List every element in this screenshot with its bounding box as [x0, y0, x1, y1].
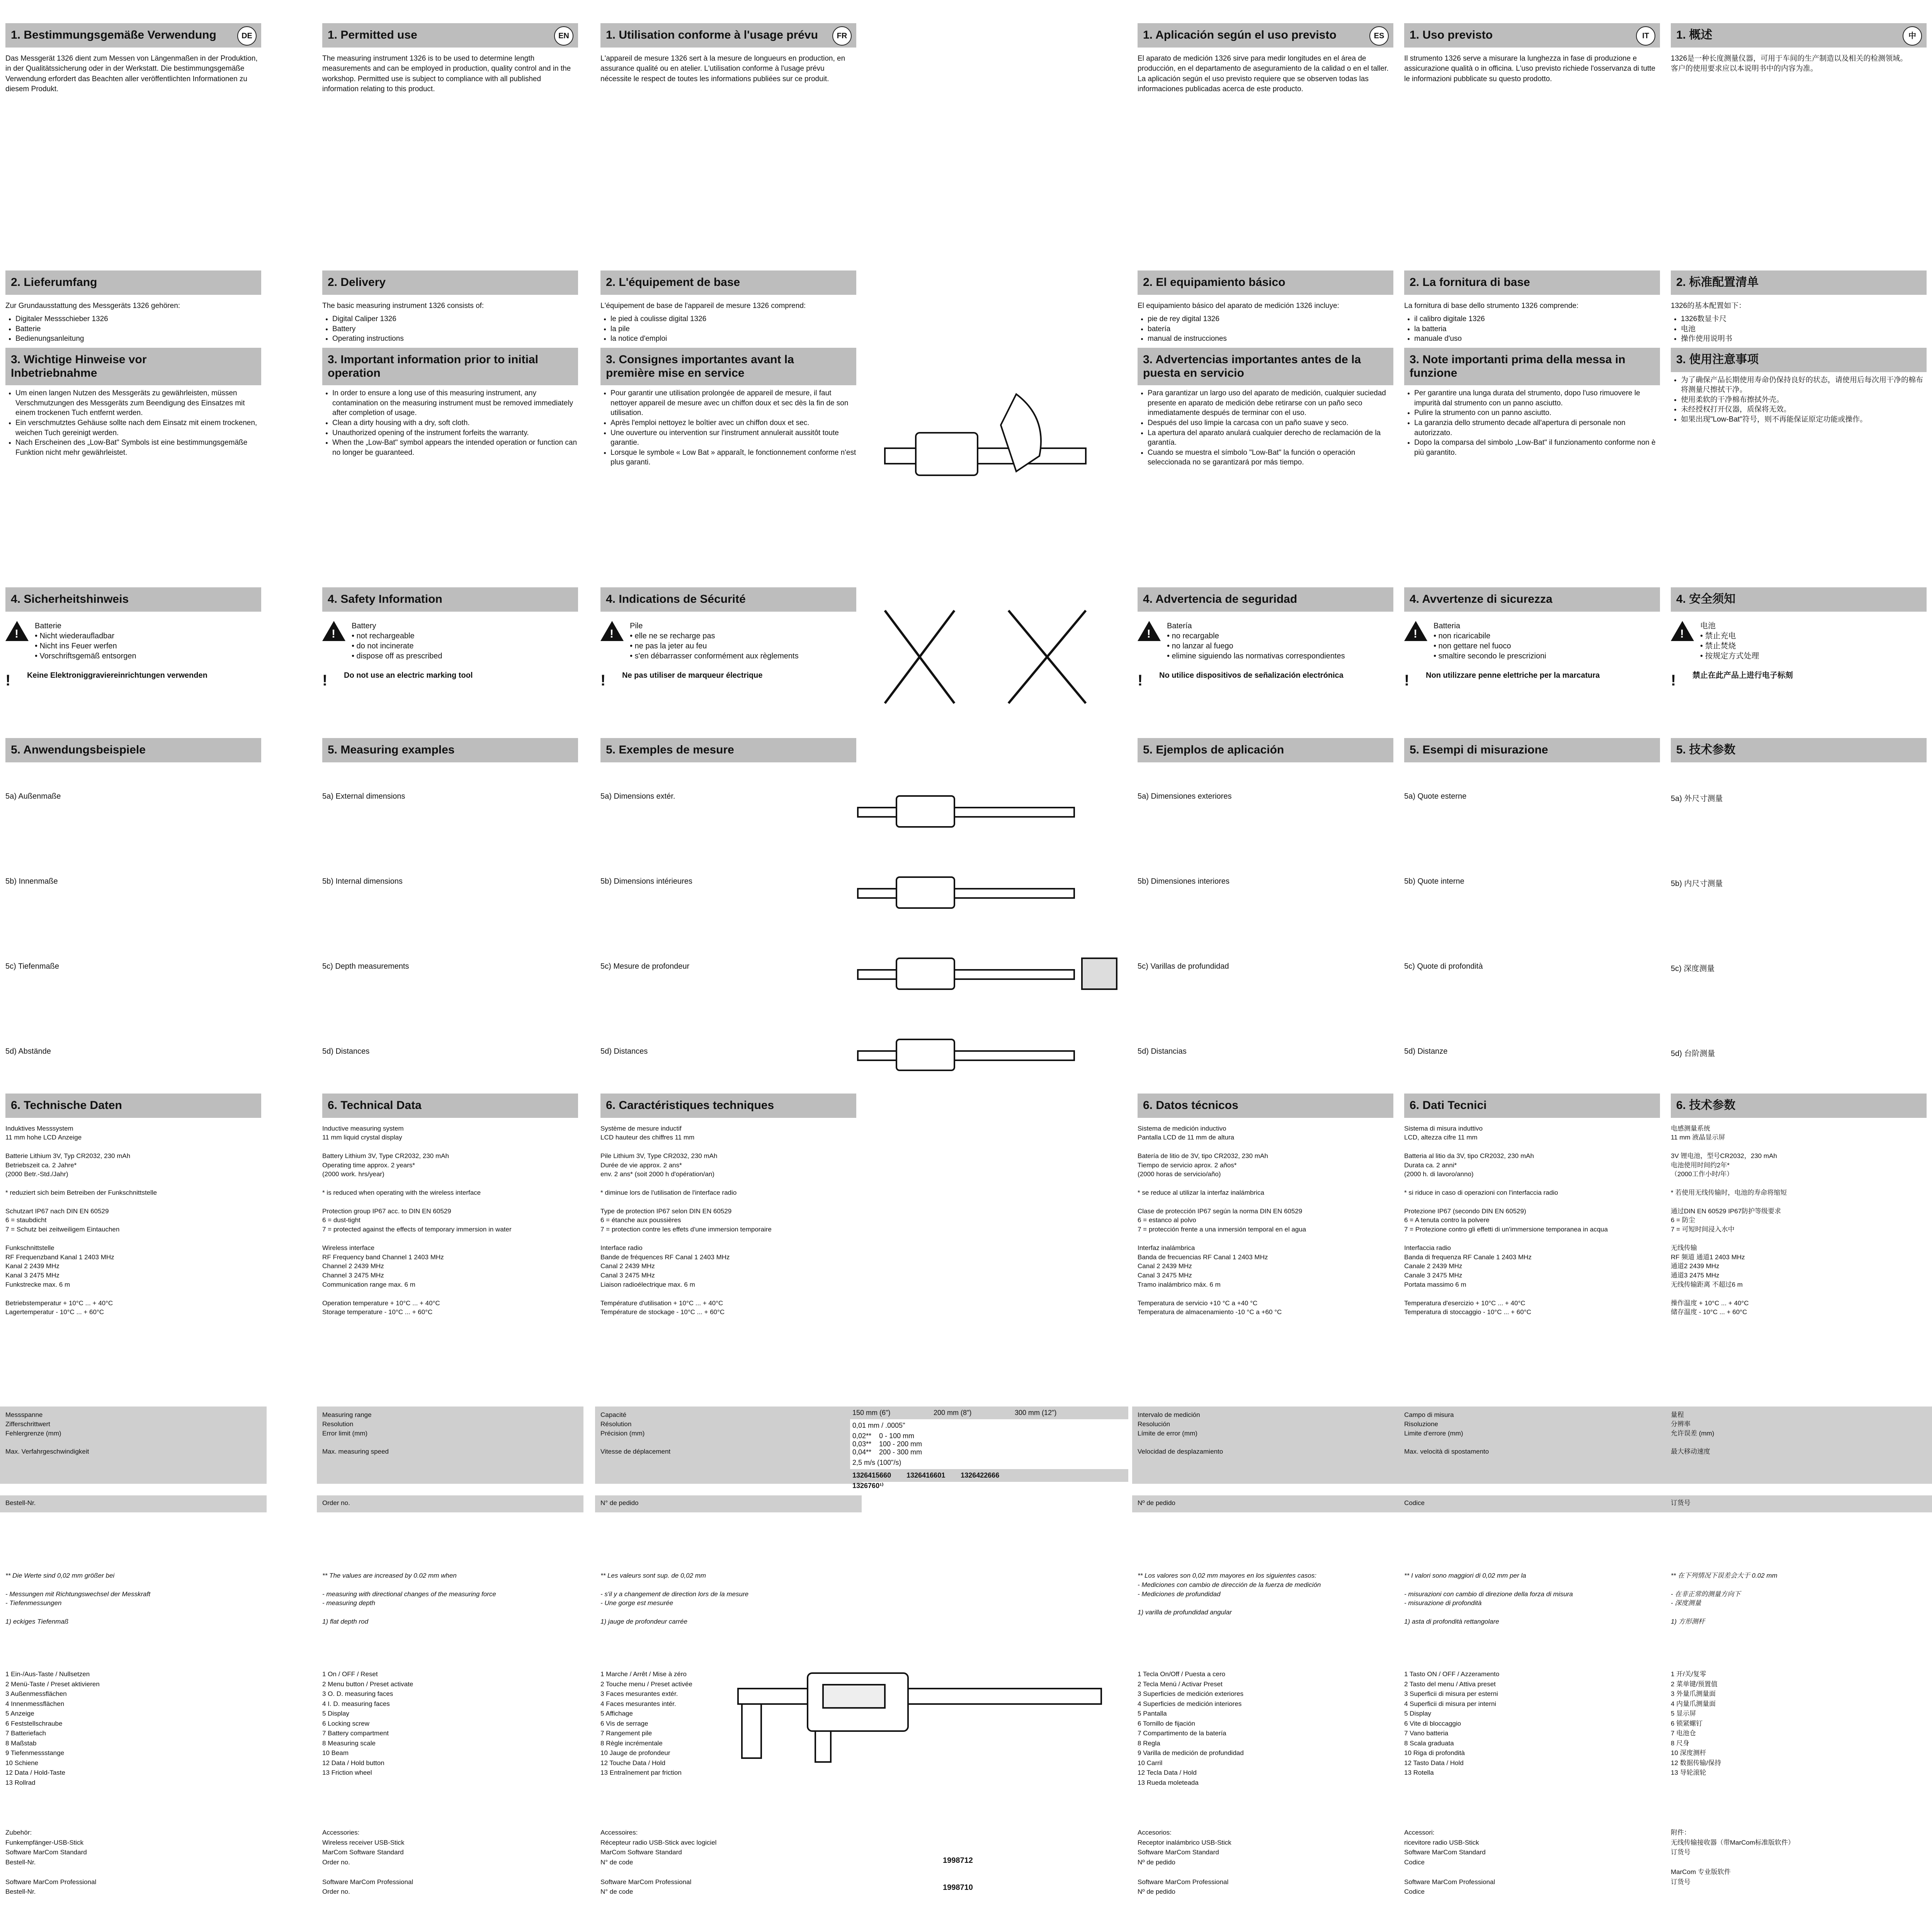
accessories: Accessoires: Récepteur radio USB-Stick avec logiciel MarCom Software Standard N° de code Software MarCom Professional N° de code: [600, 1829, 717, 1895]
measuring-example: 5c) Tiefenmaße: [5, 962, 59, 971]
measuring-example: 5a) Dimensiones exteriores: [1138, 792, 1232, 801]
measuring-example: 5b) 内尺寸测量: [1671, 879, 1723, 888]
resolution-value: 0,01 mm / .0005": [850, 1419, 1128, 1432]
section-6-header: 6. Technische Daten: [5, 1094, 261, 1118]
technical-data: Sistema di misura induttivo LCD, altezza cifre 11 mm Batteria al litio da 3V, tipo CR2032, 230 mAh Durata ca. 2 anni* (2000 h. di lavoro/anno) * si riduce in caso di operazioni con l'interfaccia radio Protezione IP67 (secondo DIN EN 60529) 6 = A tenuta contro la polvere 7 = Protezione contro gli effetti di un'immersione temporanea in acqua Interfaccia radio Banda di frequenza RF Canale 1 2403 MHz Canale 2 2439 MHz Canale 3 2475 MHz Portata massimo 6 m Temperatura d'esercizio + 10°C ... + 40°C Temperatura di stoccaggio - 10°C ... + 60°C: [1404, 1124, 1608, 1316]
accessories: Accessori: ricevitore radio USB-Stick Software MarCom Standard Codice Software MarCom Professional Codice: [1404, 1829, 1495, 1895]
warning-icon: [1671, 621, 1694, 641]
intended-use-text: The measuring instrument 1326 is to be used to determine length measurements and can be employed in production, quality control and in the workshop. Permitted use is subject to compliance with all published information relating to this product.: [322, 54, 571, 94]
spec-table: 150 mm (6") 200 mm (8") 300 mm (12") 0,01 mm / .0005" 0,02** 0 - 100 mm 0,03** 100 - 200 mm 0,04** 200 - 300 mm 2,5 m/s (100"/s) 1326415660 1326416601 1326422666 1326760¹⁾: [850, 1406, 1128, 1515]
section-5-header: 5. Ejemplos de aplicación: [1138, 738, 1393, 762]
range-150: 150 mm (6"): [852, 1409, 891, 1417]
accessory-order-nos: 1998712 1998710: [943, 1856, 973, 1892]
parts-list: 1 On / OFF / Reset 2 Menu button / Preset activate 3 O. D. measuring faces 4 I. D. measuring faces 5 Display 6 Locking screw 7 Battery compartment 8 Measuring scale 10 Beam 12 Data / Hold button 13 Friction wheel: [322, 1670, 413, 1776]
column-IT: 1. Uso previsto IT Il strumento 1326 serve a misurare la lunghezza in fase di produzione e assicurazione qualità o in officina. L'uso previsto richiede l'osservanza di tutte le informazioni pubblicate su questo prodotto. 2. La fornitura di base La fornitura di base dello strumento 1326 comprende: • il calibro digitale 1326 • la batteria • manuale d'uso 3. Note importanti prima della messa in funzione • Per garantire una lunga durata del strumento, dopo l'uso rimuovere le impurità dal strumento con un panno asciutto. • Pulire la strumento con un panno asciutto. • La garanzia dello strumento decade all'apertura di personale non autorizzato. • Dopo la comparsa del simbolo „Low-Bat" il funzionamento conforme non è più garantito. 4. Avvertenze di sicurezza ! Batteria • non ricaricabile • non gettare nel fuoco • smaltire secondo le prescrizioni ! Non utilizzare penne elettriche per la marcatura 5. Esempi di misurazione 5a) Quote esterne 5b) Quote interne 5c) Quote di profondità 5d) Distanze 6. Dati Tecnici Sistema di misura induttivo LCD, altezza cifre 11 mm Batteria al litio da 3V, tipo CR2032, 230 mAh Durata ca. 2 anni* (2000 h. di lavoro/anno) * si riduce in caso di operazioni con l'interfaccia radio Protezione IP67 (secondo DIN EN 60529) 6 = A tenuta contro la polvere 7 = Protezione contro gli effetti di un'immersione temporanea in acqua Interfaccia radio Banda di frequenza RF Canale 1 2403 MHz Canale 2 2439 MHz Canale 3 2475 MHz Portata massimo 6 m Temperatura d'esercizio + 10°C ... + 40°C Temperatura di stoccaggio - 10°C ... + 60°C Campo di misura Risoluzione Limite d'errore (mm) Max. velocità di spostamento Codice ** I valori sono maggiori di 0,02 mm per la - misurazioni con cambio di direzione della forza di misura - misurazione di profondità 1) asta di profondità rettangolare 1 Tasto ON / OFF / Azzeramento 2 Tasto del menu / Attiva preset 3 Superficii di misura per esterni 4 Superficii di misura per interni 5 Display 6 Vite di bloccaggio 7 Vano batteria 8 Scala graduata 10 Riga di profondità 12 Tasto Data / Hold 13 Rotella Accessori: ricevitore radio USB-Stick Software MarCom Standard Codice Software MarCom Professional Codice: [1399, 0, 1665, 1932]
note-item: • 未经授权打开仪器，质保将无效。: [1681, 405, 1927, 415]
section-4-header: 4. Indications de Sécurité: [600, 587, 856, 612]
note-item: • La garanzia dello strumento decade all'apertura di personale non autorizzato.: [1414, 418, 1660, 438]
measuring-example: 5b) Quote interne: [1404, 877, 1464, 886]
measuring-example: 5a) Quote esterne: [1404, 792, 1467, 801]
section-3-header: 3. Important information prior to initial operation: [322, 348, 578, 385]
accessories: Accesorios: Receptor inalámbrico USB-Stick Software MarCom Standard Nº de pedido Software MarCom Professional Nº de pedido: [1138, 1829, 1231, 1895]
section-1-header: 1. Aplicación según el uso previsto ES: [1138, 23, 1393, 48]
column-ES: 1. Aplicación según el uso previsto ES El aparato de medición 1326 sirve para medir longitudes en el área de producción, en el departamento de aseguramiento de la calidad o en el taller. La aplicación según el uso previsto requiere que se observen todas las informaciones publicadas acerca de este producto. 2. El equipamiento básico El equipamiento básico del aparato de medición 1326 incluye: • pie de rey digital 1326 • batería • manual de instrucciones 3. Advertencias importantes antes de la puesta en servicio • Para garantizar un largo uso del aparato de medición, cualquier suciedad presente en aparato de medición debe retirarse con un paño seco inmediatamente después de terminar con el uso. • Después del uso limpie la carcasa con un paño suave y seco. • La apertura del aparato anulará cualquier derecho de reclamación de la garantía. • Cuando se muestra el símbolo "Low-Bat" la función o operación seleccionada no se garantizará por más tiempo. 4. Advertencia de seguridad ! Batería • no recargable • no lanzar al fuego • elimine siguiendo las normativas correspondientes ! No utilice dispositivos de señalización electrónica 5. Ejemplos de aplicación 5a) Dimensiones exteriores 5b) Dimensiones interiores 5c) Varillas de profundidad 5d) Distancias 6. Datos técnicos Sistema de medición inductivo Pantalla LCD de 11 mm de altura Batería de litio de 3V, tipo CR2032, 230 mAh Tiempo de servicio aprox. 2 años* (2000 horas de servicio/año) * se reduce al utilizar la interfaz inalámbrica Clase de protección IP67 según la norma DIN EN 60529 6 = estanco al polvo 7 = protección frente a una inmersión temporal en el agua Interfaz inalámbrica Banda de frecuencias RF Canal 1 2403 MHz Canal 2 2439 MHz Canal 3 2475 MHz Tramo inalámbrico máx. 6 m Temperatura de servicio +10 °C a +40 °C Temperatura de almacenamiento -10 °C a +60 °C Intervalo de medición Resolución Límite de error (mm) Velocidad de desplazamiento Nº de pedido ** Los valores son 0,02 mm mayores en los siguientes casos: - Mediciones con cambio de dirección de la fuerza de medición - Mediciones de profundidad 1) varilla de profundidad angular 1 Tecla On/Off / Puesta a cero 2 Tecla Menú / Activar Preset 3 Superficies de medición exteriores 4 Superficies de medición interiores 5 Pantalla 6 Tornillo de fijación 7 Compartimento de la batería 8 Regla 9 Varilla de medición de profundidad 10 Carril 12 Tecla Data / Hold 13 Rueda moleteada Accesorios: Receptor inalámbrico USB-Stick Software MarCom Standard Nº de pedido Software MarCom Professional Nº de pedido: [1132, 0, 1399, 1932]
delivery-item: • la pile: [611, 324, 856, 334]
delivery-item: • Operating instructions: [332, 334, 578, 344]
section-3-header: 3. Note importanti prima della messa in funzione: [1404, 348, 1660, 385]
footnote: ** I valori sono maggiori di 0,02 mm per la - misurazioni con cambio di direzione della forza di misura - misurazione di profondità 1) asta di profondità rettangolare: [1404, 1572, 1573, 1625]
delivery-item: • le pied à coulisse digital 1326: [611, 314, 856, 324]
exclamation-icon: !: [5, 672, 11, 689]
section-3-header: 3. Consignes importantes avant la première mise en service: [600, 348, 856, 385]
note-item: • La apertura del aparato anulará cualquier derecho de reclamación de la garantía.: [1148, 428, 1393, 448]
section-5-header: 5. Exemples de mesure: [600, 738, 856, 762]
delivery-item: • pie de rey digital 1326: [1148, 314, 1393, 324]
section-3-header: 3. Advertencias importantes antes de la puesta en servicio: [1138, 348, 1393, 385]
intended-use-text: L'appareil de mesure 1326 sert à la mesure de longueurs en production, en assurance qualité ou en atelier. L'utilisation conforme à l'usage prévu nécessite le respect de toutes les informations publiées sur ce produit.: [600, 54, 845, 83]
spec-labels: Messspanne Zifferschrittwert Fehlergrenze (mm) Max. Verfahrgeschwindigkeit: [5, 1411, 89, 1456]
note-item: • Per garantire una lunga durata del strumento, dopo l'uso rimuovere le impurità dal strumento con un panno asciutto.: [1414, 388, 1660, 408]
section-1-header: 1. Permitted use EN: [322, 23, 578, 48]
measuring-example: 5c) Depth measurements: [322, 962, 409, 971]
order-label: Bestell-Nr.: [5, 1499, 36, 1507]
section-5-header: 5. Esempi di misurazione: [1404, 738, 1660, 762]
section-6-header: 6. Datos técnicos: [1138, 1094, 1393, 1118]
spec-labels: Intervalo de medición Resolución Límite de error (mm) Velocidad de desplazamiento: [1138, 1411, 1223, 1456]
intended-use-text: El aparato de medición 1326 sirve para medir longitudes en el área de producción, en el departamento de aseguramiento de la calidad o en el taller. La aplicación según el uso previsto requiere que se observen todas las informaciones publicadas acerca de este producto.: [1138, 54, 1389, 94]
delivery-item: • la notice d'emploi: [611, 334, 856, 344]
order-label: Nº de pedido: [1138, 1499, 1175, 1507]
section-4-header: 4. Sicherheitshinweis: [5, 587, 261, 612]
spec-labels: Measuring range Resolution Error limit (mm) Max. measuring speed: [322, 1411, 389, 1456]
footnote: ** The values are increased by 0.02 mm when - measuring with directional changes of the measuring force - measuring depth 1) flat depth rod: [322, 1572, 496, 1625]
exclamation-icon: !: [1404, 672, 1410, 689]
note-item: • Dopo la comparsa del simbolo „Low-Bat" il funzionamento conforme non è più garantito.: [1414, 438, 1660, 457]
section-2-header: 2. Delivery: [322, 270, 578, 295]
delivery-item: • batería: [1148, 324, 1393, 334]
accessories: Zubehör: Funkempfänger-USB-Stick Software MarCom Standard Bestell-Nr. Software MarCom Professional Bestell-Nr.: [5, 1829, 97, 1895]
technical-data: 电感测量系统 11 mm 液晶显示屏 3V 锂电池，型号CR2032，230 mAh 电池使用时间约2年* （2000工作小时/年） * 若使用无线传输时，电池的寿命将缩短 通过DIN EN 60529 IP67防护等级要求 6 = 防尘 7 = 可短时间浸入水中 无线传输 RF 频道 通道1 2403 MHz 通道2 2439 MHz 通道3 2475 MHz 无线传输距离 不超过6 m 操作温度 + 10°C ... + 40°C 储存温度 - 10°C ... + 60°C: [1671, 1124, 1787, 1316]
speed-value: 2,5 m/s (100"/s): [850, 1456, 1128, 1469]
intended-use-text: 1326是一种长度测量仪器，可用于车间的生产制造以及相关的检测领域。 客户的使用要求应以本说明书中的内容为准。: [1671, 54, 1908, 73]
delivery-item: • 操作使用说明书: [1681, 334, 1927, 344]
spec-labels: Capacité Résolution Précision (mm) Vitesse de déplacement: [600, 1411, 671, 1456]
section-5-header: 5. 技术参数: [1671, 738, 1927, 762]
measuring-example: 5b) Dimensions intérieures: [600, 877, 692, 886]
note-item: • Cuando se muestra el símbolo "Low-Bat" la función o operación seleccionada no se garantizará por más tiempo.: [1148, 448, 1393, 468]
note-item: • 如果出现"Low-Bat"符号，则不再能保证原定功能或操作。: [1681, 415, 1927, 425]
section-5-header: 5. Anwendungsbeispiele: [5, 738, 261, 762]
warning-icon: [322, 621, 345, 641]
intended-use-text: Das Messgerät 1326 dient zum Messen von Längenmaßen in der Produktion, in der Qualitätssicherung oder in der Werkstatt. Die bestimmungsgemäße Verwendung erfordert das Beachten aller veröffentlichten Informationen zu diesem Produkt.: [5, 54, 258, 94]
section-2-header: 2. La fornitura di base: [1404, 270, 1660, 295]
measuring-example: 5a) Außenmaße: [5, 792, 61, 801]
caliper-cleaning-illustration: [869, 386, 1101, 587]
order-label: 订货号: [1671, 1499, 1690, 1507]
order-200: 1326416601: [906, 1471, 946, 1479]
footnote: ** Les valeurs sont sup. de 0,02 mm - s'il y a changement de direction lors de la mesure - Une gorge est mesurée 1) jauge de profondeur carrée: [600, 1572, 749, 1625]
footnote: ** 在下列情况下误差会大于 0.02 mm - 在非正常的测量方向下 - 深度测量 1) 方形测杆: [1671, 1572, 1777, 1625]
measuring-example: 5b) Dimensiones interiores: [1138, 877, 1230, 886]
measuring-example: 5d) Distances: [600, 1047, 648, 1056]
note-item: • Pulire la strumento con un panno asciutto.: [1414, 408, 1660, 418]
section-3-header: 3. 使用注意事项: [1671, 348, 1927, 372]
order-150: 1326415660: [852, 1471, 891, 1479]
note-item: • Um einen langen Nutzen des Messgeräts zu gewährleisten, müssen Verschmutzungen des Messgeräts zum Beendigung des Einsatzes mit einem trockenen Tuch entfernt werden.: [15, 388, 261, 418]
measuring-example: 5a) Dimensions extér.: [600, 792, 675, 801]
technical-data: Système de mesure inductif LCD hauteur des chiffres 11 mm Pile Lithium 3V, Type CR2032, 230 mAh Durée de vie approx. 2 ans* env. 2 ans* (soit 2000 h d'opération/an) * diminue lors de l'utilisation de l'interface radio Type de protection IP67 selon DIN EN 60529 6 = étanche aux poussières 7 = protection contre les effets d'une immersion temporaire Interface radio Bande de fréquences RF Canal 1 2403 MHz Canal 2 2439 MHz Canal 3 2475 MHz Liaison radioélectrique max. 6 m Température d'utilisation + 10°C ... + 40°C Température de stockage - 10°C ... + 60°C: [600, 1124, 772, 1316]
exclamation-icon: !: [600, 672, 606, 689]
column-EN: 1. Permitted use EN The measuring instrument 1326 is to be used to determine length measurements and can be employed in production, quality control and in the workshop. Permitted use is subject to compliance with all published information relating to this product. 2. Delivery The basic measuring instrument 1326 consists of: • Digital Caliper 1326 • Battery • Operating instructions 3. Important information prior to initial operation • In order to ensure a long use of this measuring instrument, any contamination on the measuring instrument must be removed immediately after completion of usage. • Clean a dirty housing with a dry, soft cloth. • Unauthorized opening of the instrument forfeits the warranty. • When the „Low-Bat" symbol appears the intended operation or function can no longer be guaranteed. 4. Safety Information ! Battery • not rechargeable • do not incinerate • dispose off as prescribed ! Do not use an electric marking tool 5. Measuring examples 5a) External dimensions 5b) Internal dimensions 5c) Depth measurements 5d) Distances 6. Technical Data Inductive measuring system 11 mm liquid crystal display Battery Lithium 3V, Type CR2032, 230 mAh Operating time approx. 2 years* (2000 work. hrs/year) * is reduced when operating with the wireless interface Protection group IP67 acc. to DIN EN 60529 6 = dust-tight 7 = protected against the effects of temporary immersion in water Wireless interface RF Frequency band Channel 1 2403 MHz Channel 2 2439 MHz Channel 3 2475 MHz Communication range max. 6 m Operation temperature + 10°C ... + 40°C Storage temperature - 10°C ... + 60°C Measuring range Resolution Error limit (mm) Max. measuring speed Order no. ** The values are increased by 0.02 mm when - measuring with directional changes of the measuring force - measuring depth 1) flat depth rod 1 On / OFF / Reset 2 Menu button / Preset activate 3 O. D. measuring faces 4 I. D. measuring faces 5 Display 6 Locking screw 7 Battery compartment 8 Measuring scale 10 Beam 12 Data / Hold button 13 Friction wheel Accessories: Wireless receiver USB-Stick MarCom Software Standard Order no. Software MarCom Professional Order no.: [317, 0, 583, 1932]
column-FR: 1. Utilisation conforme à l'usage prévu FR L'appareil de mesure 1326 sert à la mesure de longueurs en production, en assurance qualité ou en atelier. L'utilisation conforme à l'usage prévu nécessite le respect de toutes les informations publiées sur ce produit. 2. L'équipement de base L'équipement de base de l'appareil de mesure 1326 comprend: • le pied à coulisse digital 1326 • la pile • la notice d'emploi 3. Consignes importantes avant la première mise en service • Pour garantir une utilisation prolongée de appareil de mesure, il faut nettoyer appareil de mesure avec un chiffon doux et sec dès la fin de son utilisation. • Après l'emploi nettoyez le boîtier avec un chiffon doux et sec. • Une ouverture ou intervention sur l'instrument annulerait aussitôt toute garantie. • Lorsque le symbole « Low Bat » apparaît, le fonctionnement conforme n'est plus garanti. 4. Indications de Sécurité ! Pile • elle ne se recharge pas • ne pas la jeter au feu • s'en débarrasser conformément aux règlements ! Ne pas utiliser de marqueur électrique 5. Exemples de mesure 5a) Dimensions extér. 5b) Dimensions intérieures 5c) Mesure de profondeur 5d) Distances 6. Caractéristiques techniques Système de mesure inductif LCD hauteur des chiffres 11 mm Pile Lithium 3V, Type CR2032, 230 mAh Durée de vie approx. 2 ans* env. 2 ans* (soit 2000 h d'opération/an) * diminue lors de l'utilisation de l'interface radio Type de protection IP67 selon DIN EN 60529 6 = étanche aux poussières 7 = protection contre les effets d'une immersion temporaire Interface radio Bande de fréquences RF Canal 1 2403 MHz Canal 2 2439 MHz Canal 3 2475 MHz Liaison radioélectrique max. 6 m Température d'utilisation + 10°C ... + 40°C Température de stockage - 10°C ... + 60°C Capacité Résolution Précision (mm) Vitesse de déplacement N° de pedido ** Les valeurs sont sup. de 0,02 mm - s'il y a changement de direction lors de la mesure - Une gorge est mesurée 1) jauge de profondeur carrée 1 Marche / Arrêt / Mise à zéro 2 Touche menu / Preset activée 3 Faces mesurantes extér. 4 Faces mesurantes intér. 5 Affichage 6 Vis de serrage 7 Rangement pile 8 Règle incrémentale 10 Jauge de profondeur 12 Touche Data / Hold 13 Entraînement par friction Accessoires: Récepteur radio USB-Stick avec logiciel MarCom Software Standard N° de code Software MarCom Professional N° de code: [595, 0, 862, 1932]
note-item: • Clean a dirty housing with a dry, soft cloth.: [332, 418, 578, 428]
order-depth: 1326760¹⁾: [852, 1482, 884, 1490]
delivery-item: • Batterie: [15, 324, 261, 334]
measuring-example: 5c) Quote di profondità: [1404, 962, 1483, 971]
section-4-header: 4. Advertencia de seguridad: [1138, 587, 1393, 612]
footnote: ** Los valores son 0,02 mm mayores en los siguientes casos: - Mediciones con cambio de dirección de la fuerza de medición - Mediciones de profundidad 1) varilla de profundidad angular: [1138, 1572, 1321, 1616]
note-item: • Ein verschmutztes Gehäuse sollte nach dem Einsatz mit einem trockenen, weichen Tuch gereinigt werden.: [15, 418, 261, 438]
section-2-header: 2. El equipamiento básico: [1138, 270, 1393, 295]
section-4-header: 4. Safety Information: [322, 587, 578, 612]
section-4-header: 4. Avvertenze di sicurezza: [1404, 587, 1660, 612]
section-6-header: 6. 技术参数: [1671, 1094, 1927, 1118]
measure-diagrams: [850, 792, 1128, 1109]
section-2-header: 2. L'équipement de base: [600, 270, 856, 295]
intended-use-text: Il strumento 1326 serve a misurare la lunghezza in fase di produzione e assicurazione qualità o in officina. L'uso previsto richiede l'osservanza di tutte le informazioni pubblicate su questo prodotto.: [1404, 54, 1656, 83]
measuring-example: 5d) Distanze: [1404, 1047, 1448, 1056]
note-item: • Pour garantir une utilisation prolongée de appareil de mesure, il faut nettoyer appareil de mesure avec un chiffon doux et sec dès la fin de son utilisation.: [611, 388, 856, 418]
section-4-header: 4. 安全须知: [1671, 587, 1927, 612]
section-5-header: 5. Measuring examples: [322, 738, 578, 762]
note-item: • Nach Erscheinen des „Low-Bat" Symbols ist eine bestimmungsgemäße Funktion nicht mehr gewährleistet.: [15, 438, 261, 457]
measuring-example: 5c) 深度测量: [1671, 964, 1715, 973]
section-2-header: 2. 标准配置清单: [1671, 270, 1927, 295]
measuring-example: 5b) Innenmaße: [5, 877, 58, 886]
range-300: 300 mm (12"): [1015, 1409, 1057, 1417]
delivery-item: • manuale d'uso: [1414, 334, 1660, 344]
exclamation-icon: !: [322, 672, 328, 689]
note-item: • Lorsque le symbole « Low Bat » apparaît, le fonctionnement conforme n'est plus garanti.: [611, 448, 856, 468]
note-item: • 使用柔软的干净棉布擦拭外壳。: [1681, 395, 1927, 405]
order-300: 1326422666: [961, 1471, 1000, 1479]
spec-labels: 量程 分辨率 允许误差 (mm) 最大移动速度: [1671, 1411, 1714, 1456]
note-item: • Para garantizar un largo uso del aparato de medición, cualquier suciedad presente en aparato de medición debe retirarse con un paño seco inmediatamente después de terminar con el uso.: [1148, 388, 1393, 418]
delivery-item: • Digitaler Messschieber 1326: [15, 314, 261, 324]
note-item: • In order to ensure a long use of this measuring instrument, any contamination on the measuring instrument must be removed immediately after completion of usage.: [332, 388, 578, 418]
measuring-example: 5c) Varillas de profundidad: [1138, 962, 1229, 971]
range-200: 200 mm (8"): [934, 1409, 972, 1417]
section-1-header: 1. Bestimmungsgemäße Verwendung DE: [5, 23, 261, 48]
measuring-example: 5a) 外尺寸测量: [1671, 794, 1723, 803]
measuring-example: 5d) Abstände: [5, 1047, 51, 1056]
column-DE: 1. Bestimmungsgemäße Verwendung DE Das Messgerät 1326 dient zum Messen von Längenmaßen in der Produktion, in der Qualitätssicherung oder in der Werkstatt. Die bestimmungsgemäße Verwendung erfordert das Beachten aller veröffentlichten Informationen zu diesem Produkt. 2. Lieferumfang Zur Grundausstattung des Messgeräts 1326 gehören: • Digitaler Messschieber 1326 • Batterie • Bedienungsanleitung 3. Wichtige Hinweise vor Inbetriebnahme • Um einen langen Nutzen des Messgeräts zu gewährleisten, müssen Verschmutzungen des Messgeräts zum Beendigung des Einsatzes mit einem trockenen Tuch entfernt werden. • Ein verschmutztes Gehäuse sollte nach dem Einsatz mit einem trockenen, weichen Tuch gereinigt werden. • Nach Erscheinen des „Low-Bat" Symbols ist eine bestimmungsgemäße Funktion nicht mehr gewährleistet. 4. Sicherheitshinweis ! Batterie • Nicht wiederaufladbar • Nicht ins Feuer werfen • Vorschriftsgemäß entsorgen ! Keine Elektroniggraviereinrichtungen verwenden 5. Anwendungsbeispiele 5a) Außenmaße 5b) Innenmaße 5c) Tiefenmaße 5d) Abstände 6. Technische Daten Induktives Messsystem 11 mm hohe LCD Anzeige Batterie Lithium 3V, Typ CR2032, 230 mAh Betriebszeit ca. 2 Jahre* (2000 Betr.-Std./Jahr) * reduziert sich beim Betreiben der Funkschnittstelle Schutzart IP67 nach DIN EN 60529 6 = staubdicht 7 = Schutz bei zeitweiligem Eintauchen Funkschnittstelle RF Frequenzband Kanal 1 2403 MHz Kanal 2 2439 MHz Kanal 3 2475 MHz Funkstrecke max. 6 m Betriebstemperatur + 10°C ... + 40°C Lagertemperatur - 10°C ... + 60°C Messspanne Zifferschrittwert Fehlergrenze (mm) Max. Verfahrgeschwindigkeit Bestell-Nr. ** Die Werte sind 0,02 mm größer bei - Messungen mit Richtungswechsel der Messkraft - Tiefenmessungen 1) eckiges Tiefenmaß 1 Ein-/Aus-Taste / Nullsetzen 2 Menü-Taste / Preset aktivieren 3 Außenmessflächen 4 Innenmessflächen 5 Anzeige 6 Feststellschraube 7 Batteriefach 8 Maßstab 9 Tiefenmessstange 10 Schiene 12 Data / Hold-Taste 13 Rollrad Zubehör: Funkempfänger-USB-Stick Software MarCom Standard Bestell-Nr. Software MarCom Professional Bestell-Nr.: [0, 0, 267, 1932]
section-6-header: 6. Dati Tecnici: [1404, 1094, 1660, 1118]
parts-list: 1 开/关/复零 2 菜单键/预置值 3 外量爪测量面 4 内量爪测量面 5 显示屏 6 锁紧螺钉 7 电池仓 8 尺身 10 深度测杆 12 数据传输/保持 13 导轮滚轮: [1671, 1670, 1721, 1776]
measuring-example: 5d) Distancias: [1138, 1047, 1187, 1056]
note-item: • Unauthorized opening of the instrument forfeits the warranty.: [332, 428, 578, 438]
note-item: • 为了确保产品长期使用寿命仍保持良好的状态，请使用后每次用干净的棉布将测量尺擦拭干净。: [1681, 375, 1927, 395]
exclamation-icon: !: [1671, 672, 1676, 689]
parts-list: 1 Tasto ON / OFF / Azzeramento 2 Tasto del menu / Attiva preset 3 Superficii di misura per esterni 4 Superficii di misura per interni 5 Display 6 Vite di bloccaggio 7 Vano batteria 8 Scala graduata 10 Riga di profondità 12 Tasto Data / Hold 13 Rotella: [1404, 1670, 1500, 1776]
parts-list: 1 Ein-/Aus-Taste / Nullsetzen 2 Menü-Taste / Preset aktivieren 3 Außenmessflächen 4 Innenmessflächen 5 Anzeige 6 Feststellschraube 7 Batteriefach 8 Maßstab 9 Tiefenmessstange 10 Schiene 12 Data / Hold-Taste 13 Rollrad: [5, 1670, 100, 1786]
section-2-header: 2. Lieferumfang: [5, 270, 261, 295]
parts-list: 1 Tecla On/Off / Puesta a cero 2 Tecla Menú / Activar Preset 3 Superficies de medición exteriores 4 Superficies de medición interiores 5 Pantalla 6 Tornillo de fijación 7 Compartimento de la batería 8 Regla 9 Varilla de medición de profundidad 10 Carril 12 Tecla Data / Hold 13 Rueda moleteada: [1138, 1670, 1244, 1786]
footnote: ** Die Werte sind 0,02 mm größer bei - Messungen mit Richtungswechsel der Messkraft - Tiefenmessungen 1) eckiges Tiefenmaß: [5, 1572, 151, 1625]
exclamation-icon: !: [1138, 672, 1143, 689]
section-6-header: 6. Caractéristiques techniques: [600, 1094, 856, 1118]
order-label: N° de pedido: [600, 1499, 639, 1507]
note-item: • Une ouverture ou intervention sur l'instrument annulerait aussitôt toute garantie.: [611, 428, 856, 448]
accessories: 附件： 无线传输接收器（带MarCom标准版软件） 订货号 MarCom 专业版软件 订货号: [1671, 1829, 1795, 1886]
parts-list: 1 Marche / Arrêt / Mise à zéro 2 Touche menu / Preset activée 3 Faces mesurantes extér. 4 Faces mesurantes intér. 5 Affichage 6 Vis de serrage 7 Rangement pile 8 Règle incrémentale 10 Jauge de profondeur 12 Touche Data / Hold 13 Entraînement par friction: [600, 1670, 692, 1776]
measuring-example: 5d) 台阶测量: [1671, 1049, 1715, 1058]
measuring-example: 5b) Internal dimensions: [322, 877, 403, 886]
delivery-item: • manual de instrucciones: [1148, 334, 1393, 344]
delivery-item: • 1326数显卡尺: [1681, 314, 1927, 324]
no-fire-illustration: [869, 603, 1101, 719]
caliper-parts-diagram: [715, 1642, 1124, 1804]
measuring-example: 5c) Mesure de profondeur: [600, 962, 690, 971]
section-1-header: 1. Uso previsto IT: [1404, 23, 1660, 48]
note-item: • Después del uso limpie la carcasa con un paño suave y seco.: [1148, 418, 1393, 428]
measuring-example: 5a) External dimensions: [322, 792, 405, 801]
delivery-item: • Digital Caliper 1326: [332, 314, 578, 324]
warning-icon: [1404, 621, 1427, 641]
delivery-item: • il calibro digitale 1326: [1414, 314, 1660, 324]
delivery-item: • 电池: [1681, 324, 1927, 334]
warning-icon: [1138, 621, 1161, 641]
warning-icon: [5, 621, 29, 641]
section-1-header: 1. 概述 中: [1671, 23, 1927, 48]
column-中: 1. 概述 中 1326是一种长度测量仪器，可用于车间的生产制造以及相关的检测领域。 客户的使用要求应以本说明书中的内容为准。 2. 标准配置清单 1326的基本配置如下： • 1326数显卡尺 • 电池 • 操作使用说明书 3. 使用注意事项 • 为了确保产品长期使用寿命仍保持良好的状态，请使用后每次用干净的棉布将测量尺擦拭干净。 • 使用柔软的干净棉布擦拭外壳。 • 未经授权打开仪器，质保将无效。 • 如果出现"Low-Bat"符号，则不再能保证原定功能或操作。 4. 安全须知 ! 电池 • 禁止充电 • 禁止焚烧 • 按规定方式处理 ! 禁止在此产品上进行电子标刻 5. 技术参数 5a) 外尺寸测量 5b) 内尺寸测量 5c) 深度测量 5d) 台阶测量 6. 技术参数 电感测量系统 11 mm 液晶显示屏 3V 锂电池，型号CR2032，230 mAh 电池使用时间约2年* （2000工作小时/年） * 若使用无线传输时，电池的寿命将缩短 通过DIN EN 60529 IP67防护等级要求 6 = 防尘 7 = 可短时间浸入水中 无线传输 RF 频道 通道1 2403 MHz 通道2 2439 MHz 通道3 2475 MHz 无线传输距离 不超过6 m 操作温度 + 10°C ... + 40°C 储存温度 - 10°C ... + 60°C 量程 分辨率 允许误差 (mm) 最大移动速度 订货号 ** 在下列情况下误差会大于 0.02 mm - 在非正常的测量方向下 - 深度测量 1) 方形测杆 1 开/关/复零 2 菜单键/预置值 3 外量爪测量面 4 内量爪测量面 5 显示屏 6 锁紧螺钉 7 电池仓 8 尺身 10 深度测杆 12 数据传输/保持 13 导轮滚轮 附件： 无线传输接收器（带MarCom标准版软件） 订货号 MarCom 专业版软件 订货号: [1665, 0, 1932, 1932]
order-label: Codice: [1404, 1499, 1425, 1507]
section-1-header: 1. Utilisation conforme à l'usage prévu FR: [600, 23, 856, 48]
spec-labels: Campo di misura Risoluzione Limite d'errore (mm) Max. velocità di spostamento: [1404, 1411, 1489, 1456]
order-label: Order no.: [322, 1499, 350, 1507]
technical-data: Induktives Messsystem 11 mm hohe LCD Anzeige Batterie Lithium 3V, Typ CR2032, 230 mAh Betriebszeit ca. 2 Jahre* (2000 Betr.-Std./Jahr) * reduziert sich beim Betreiben der Funkschnittstelle Schutzart IP67 nach DIN EN 60529 6 = staubdicht 7 = Schutz bei zeitweiligem Eintauchen Funkschnittstelle RF Frequenzband Kanal 1 2403 MHz Kanal 2 2439 MHz Kanal 3 2475 MHz Funkstrecke max. 6 m Betriebstemperatur + 10°C ... + 40°C Lagertemperatur - 10°C ... + 60°C: [5, 1124, 157, 1316]
note-item: • When the „Low-Bat" symbol appears the intended operation or function can no longer be guaranteed.: [332, 438, 578, 457]
section-3-header: 3. Wichtige Hinweise vor Inbetriebnahme: [5, 348, 261, 385]
technical-data: Inductive measuring system 11 mm liquid crystal display Battery Lithium 3V, Type CR2032, 230 mAh Operating time approx. 2 years* (2000 work. hrs/year) * is reduced when operating with the wireless interface Protection group IP67 acc. to DIN EN 60529 6 = dust-tight 7 = protected against the effects of temporary immersion in water Wireless interface RF Frequency band Channel 1 2403 MHz Channel 2 2439 MHz Channel 3 2475 MHz Communication range max. 6 m Operation temperature + 10°C ... + 40°C Storage temperature - 10°C ... + 60°C: [322, 1124, 512, 1316]
technical-data: Sistema de medición inductivo Pantalla LCD de 11 mm de altura Batería de litio de 3V, tipo CR2032, 230 mAh Tiempo de servicio aprox. 2 años* (2000 horas de servicio/año) * se reduce al utilizar la interfaz inalámbrica Clase de protección IP67 según la norma DIN EN 60529 6 = estanco al polvo 7 = protección frente a una inmersión temporal en el agua Interfaz inalámbrica Banda de frecuencias RF Canal 1 2403 MHz Canal 2 2439 MHz Canal 3 2475 MHz Tramo inalámbrico máx. 6 m Temperatura de servicio +10 °C a +40 °C Temperatura de almacenamiento -10 °C a +60 °C: [1138, 1124, 1306, 1316]
section-6-header: 6. Technical Data: [322, 1094, 578, 1118]
measuring-example: 5d) Distances: [322, 1047, 370, 1056]
delivery-item: • Bedienungsanleitung: [15, 334, 261, 344]
delivery-item: • la batteria: [1414, 324, 1660, 334]
note-item: • Après l'emploi nettoyez le boîtier avec un chiffon doux et sec.: [611, 418, 856, 428]
accessories: Accessories: Wireless receiver USB-Stick MarCom Software Standard Order no. Software MarCom Professional Order no.: [322, 1829, 413, 1895]
warning-icon: [600, 621, 624, 641]
delivery-item: • Battery: [332, 324, 578, 334]
